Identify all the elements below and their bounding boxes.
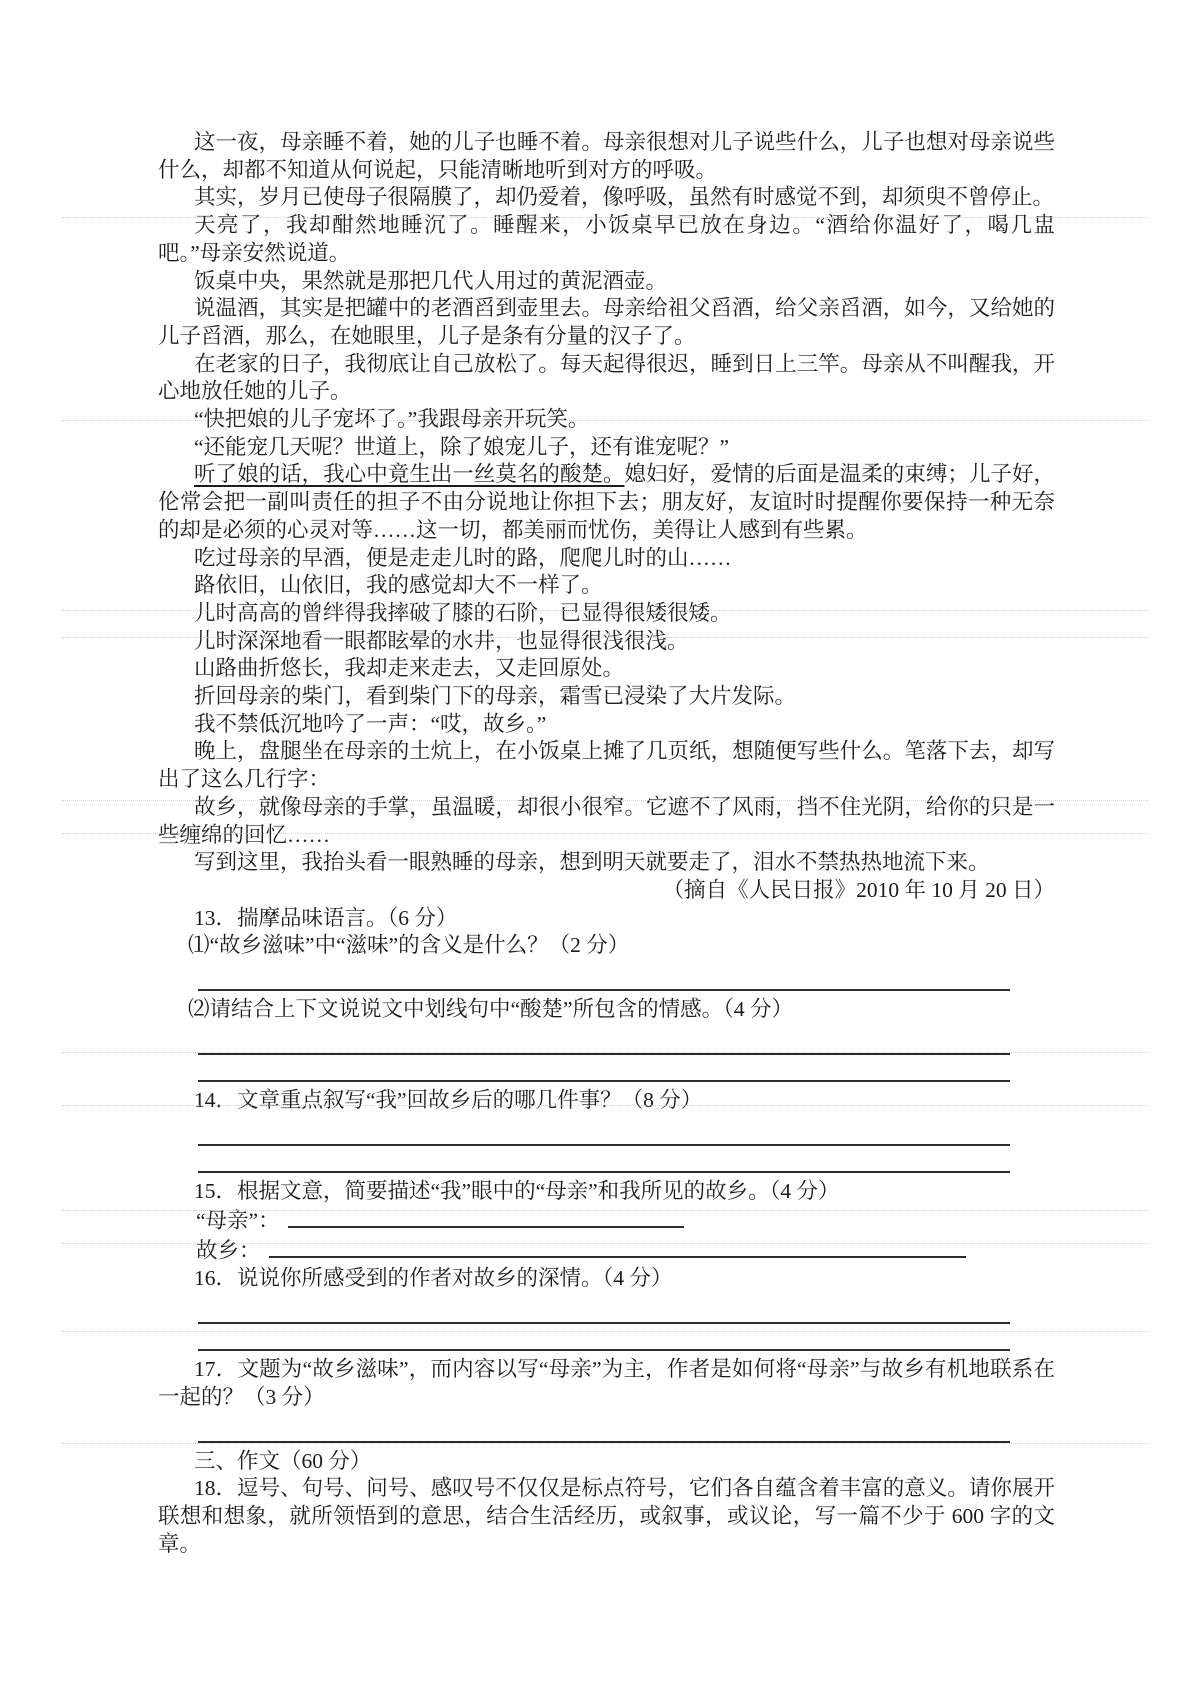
passage-paragraph — [158, 711, 1055, 739]
paragraph-text: 天亮了，我却酣然地睡沉了。睡醒来，小饭桌早已放在身边。“酒给你温好了，喝几盅吧。”母亲安然说道。 — [158, 213, 1055, 265]
scan-artifact-line — [62, 1443, 1148, 1444]
labeled-answer-line — [158, 1235, 1055, 1265]
paragraph-text: 说温酒，其实是把罐中的老酒舀到壶里去。母亲给祖父舀酒，给父亲舀酒，如今，又给她的儿子舀酒，那么，在她眼里，儿子是条有分量的汉子了。 — [158, 296, 1055, 348]
paragraph-text: 我不禁低沉地吟了一声：“哎，故乡。” — [194, 711, 547, 736]
paragraph-text: 晚上，盘腿坐在母亲的土炕上，在小饭桌上摊了几页纸，想随便写些什么。笔落下去，却写出了这么几行字： — [158, 739, 1055, 792]
section-heading: 三、作文（60 分） — [194, 1448, 372, 1473]
passage-paragraph — [158, 572, 1055, 600]
scan-artifact-line — [62, 637, 1148, 638]
paragraph-text: 这一夜，母亲睡不着，她的儿子也睡不着。母亲很想对儿子说些什么，儿子也想对母亲说些什么，却都不知道从何说起，只能清晰地听到对方的呼吸。 — [158, 130, 1055, 182]
passage-paragraph — [158, 295, 1055, 350]
answer-underline — [269, 1235, 966, 1257]
question-text: 15．根据文意，简要描述“我”眼中的“母亲”和我所见的故乡。（4 分） — [194, 1178, 840, 1203]
passage-paragraph — [158, 600, 1055, 628]
paragraph-text: 媳妇好，爱情的后面是温柔的束缚；儿子好，伦常会把一副叫责任的担子不由分说地让你担下去；朋友好，友谊时时提醒你要保持一种无奈的却是必须的心灵对等……这一切，都美丽而忧伤，美得让人感到有些累。 — [158, 462, 1055, 542]
passage-paragraph — [158, 628, 1055, 656]
scan-artifact-line — [62, 1331, 1148, 1332]
paragraph-text: 儿时高高的曾绊得我摔破了膝的石阶，已显得很矮很矮。 — [194, 600, 732, 625]
passage-paragraph — [158, 351, 1055, 406]
scan-artifact-line — [62, 1243, 1148, 1244]
sub-question-text: ⑵请结合上下文说说文中划线句中“酸楚”所包含的情感。（4 分） — [188, 997, 793, 1022]
paragraph-text: “快把娘的儿子宠坏了。”我跟母亲开玩笑。 — [194, 407, 590, 432]
passage-paragraph — [158, 184, 1055, 212]
passage-paragraph — [158, 434, 1055, 462]
paragraph-text: “还能宠几天呢？世道上，除了娘宠儿子，还有谁宠呢？” — [194, 434, 730, 459]
passage-citation: （摘自《人民日报》2010 年 10 月 20 日） — [662, 877, 1055, 902]
scan-artifact-line — [62, 217, 1148, 218]
question-text: 17．文题为“故乡滋味”，而内容以写“母亲”为主，作者是如何将“母亲”与故乡有机地联系在一起的？（3 分） — [158, 1357, 1055, 1409]
question-text: 16．说说你所感受到的作者对故乡的深情。（4 分） — [194, 1266, 673, 1291]
paragraph-text: 饭桌中央，果然就是那把几代人用过的黄泥酒壶。 — [194, 268, 668, 293]
scan-artifact-line — [62, 420, 1148, 421]
passage-paragraph — [158, 794, 1055, 849]
passage-paragraph — [158, 545, 1055, 573]
answer-line — [198, 1144, 1010, 1146]
scan-artifact-line — [62, 1052, 1148, 1053]
scan-artifact-line — [62, 610, 1148, 611]
scan-artifact-line — [62, 1210, 1148, 1211]
answer-line — [198, 1349, 1010, 1351]
passage-paragraph — [158, 655, 1055, 683]
paragraph-text: 折回母亲的柴门，看到柴门下的母亲，霜雪已浸染了大片发际。 — [194, 684, 797, 709]
paragraph-text: 吃过母亲的早酒，便是走走儿时的路，爬爬儿时的山…… — [194, 545, 732, 570]
passage-paragraph — [158, 212, 1055, 267]
scan-artifact-line — [62, 833, 1148, 834]
paragraph-text: 在老家的日子，我彻底让自己放松了。每天起得很迟，睡到日上三竿。母亲从不叫醒我，开心地放任她的儿子。 — [158, 351, 1055, 404]
passage-paragraph — [158, 683, 1055, 711]
answer-line — [198, 1080, 1010, 1082]
reading-passage — [158, 129, 1055, 877]
question-text: 14．文章重点叙写“我”回故乡后的哪几件事？（8 分） — [194, 1087, 703, 1112]
paragraph-text: 写到这里，我抬头看一眼熟睡的母亲，想到明天就要走了，泪水不禁热热地流下来。 — [194, 850, 990, 875]
answer-label: 故乡： — [196, 1238, 261, 1263]
paragraph-text: 山路曲折悠长，我却走来走去，又走回原处。 — [194, 656, 625, 681]
paragraph-text: 其实，岁月已使母子很隔膜了，却仍爱着，像呼吸，虽然有时感觉不到，却须臾不曾停止。 — [194, 185, 1055, 210]
passage-paragraph — [158, 268, 1055, 296]
paragraph-text: 路依旧，山依旧，我的感觉却大不一样了。 — [194, 573, 603, 598]
paragraph-text: 故乡，就像母亲的手掌，虽温暖，却很小很窄。它遮不了风雨，挡不住光阴，给你的只是一些缠绵的回忆…… — [158, 794, 1055, 847]
scan-artifact-line — [62, 1105, 1148, 1106]
answer-line — [198, 1171, 1010, 1173]
questions-section — [158, 905, 1055, 1559]
answer-line — [198, 1053, 1010, 1055]
sub-question-text: ⑴“故乡滋味”中“滋味”的含义是什么？（2 分） — [188, 933, 630, 958]
page-content — [158, 129, 1055, 1558]
passage-paragraph — [158, 849, 1055, 877]
paragraph-text: 儿时深深地看一眼都眩晕的水井，也显得很浅很浅。 — [194, 628, 689, 653]
question-text: 13．揣摩品味语言。（6 分） — [194, 905, 458, 930]
answer-line — [198, 1322, 1010, 1324]
answer-underline — [288, 1205, 684, 1227]
passage-paragraph — [158, 461, 1055, 544]
underlined-sentence: 听了娘的话，我心中竟生出一丝莫名的酸楚。 — [194, 462, 625, 487]
answer-label: “母亲”： — [196, 1208, 280, 1233]
question-text: 18．逗号、句号、问号、感叹号不仅仅是标点符号，它们各自蕴含着丰富的意义。请你展开联想和想象，就所领悟到的意思，结合生活经历，或叙事，或议论，写一篇不少于 600 字的文章。 — [158, 1476, 1055, 1556]
scan-artifact-line — [62, 800, 1148, 801]
answer-line — [198, 989, 1010, 991]
passage-paragraph — [158, 129, 1055, 184]
passage-paragraph — [158, 738, 1055, 793]
